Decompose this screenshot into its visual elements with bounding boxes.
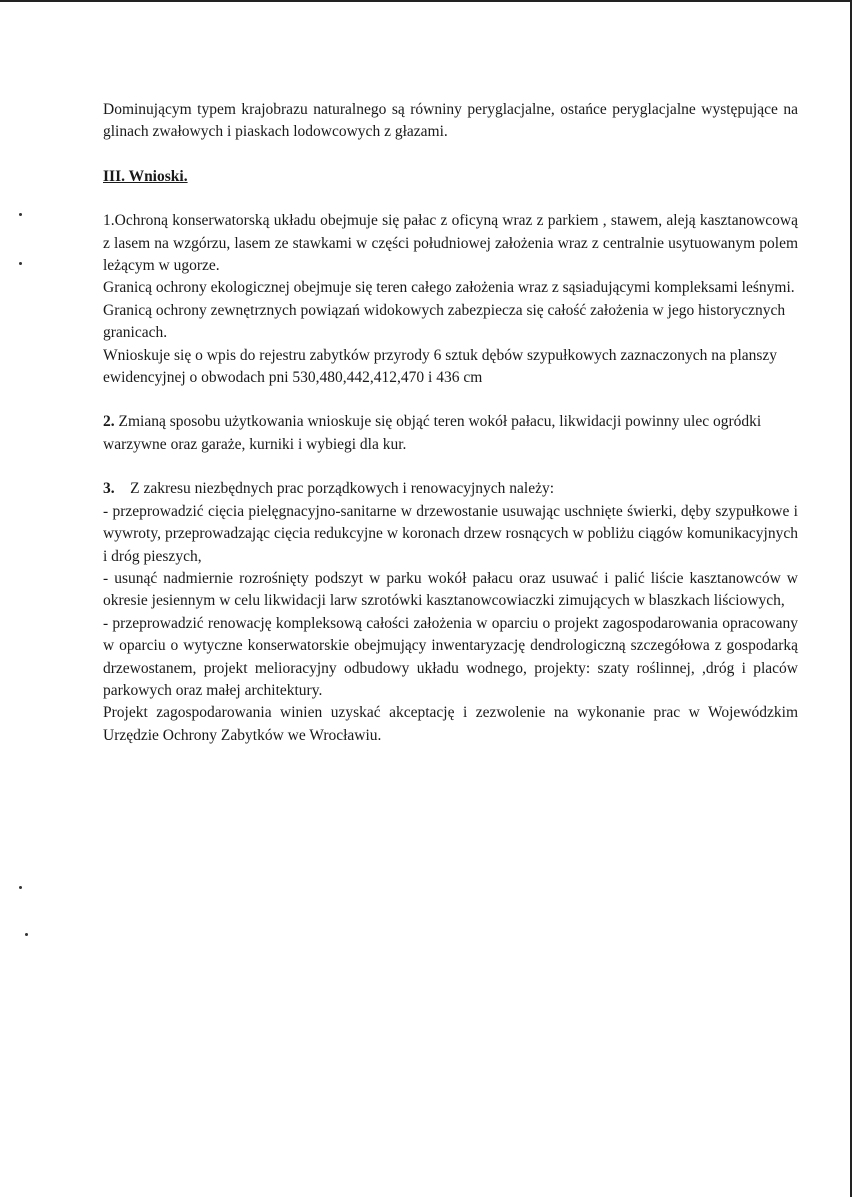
s1-text: Ochroną konserwatorską układu obejmuje się pałac z oficyną wraz z parkiem , stawem, aleją kasztanowcową z lasem na wzgórzu, lasem ze stawkami w części południowej założenia wraz z centralnie usytuowanym polem leżącym w ugorze.	[103, 212, 798, 275]
s3-bullet-2: - usunąć nadmiernie rozrośnięty podszyt w parku wokół pałacu oraz usuwać i palić liście kasztanowców w okresie jesiennym w celu likwidacji larw szrotówki kasztanowcowiaczki zimujących w blaszkach liściowych,	[103, 569, 798, 610]
s2-text: Zmianą sposobu użytkowania wnioskuje się objąć teren wokół pałacu, likwidacji powinny ulec ogródki warzywne oraz garaże, kurniki i wybiegi dla kur.	[103, 413, 762, 453]
section-heading: III. Wnioski.	[103, 167, 188, 185]
s1-paragraph	[103, 210, 798, 277]
s1-eco-boundary: Granicą ochrony ekologicznej obejmuje się teren całego założenia wraz z sąsiadującymi kompleksami leśnymi.	[103, 279, 795, 297]
s3-bullet-3: - przeprowadzić renowację kompleksową całości założenia w oparciu o projekt zagospodarowania opracowany w oparciu o wytyczne konserwatorskie obejmujący inwentaryzację dendrologiczną szczegółowa z gospodarką drzewostanem, projekt melioracyjny odbudowy układu wodnego, projekty: szaty roślinnej, ,dróg i placów parkowych oraz małej architektury.	[103, 614, 798, 699]
s3-number: 3.	[103, 480, 115, 498]
scan-speck	[19, 886, 22, 889]
s1-register-request: Wnioskuje się o wpis do rejestru zabytków przyrody 6 sztuk dębów szypułkowych zaznaczonych na planszy ewidencyjnej o obwodach pni 530,480,442,412,470 i 436 cm	[103, 346, 778, 387]
scan-speck	[19, 262, 22, 265]
s3-closing: Projekt zagospodarowania winien uzyskać akceptację i zezwolenie na wykonanie prac w Wojewódzkim Urzędzie Ochrony Zabytków we Wrocławiu.	[103, 704, 798, 744]
scan-speck	[19, 213, 22, 216]
intro-paragraph: Dominującym typem krajobrazu naturalnego są równiny peryglacjalne, ostańce peryglacjalne występujące na glinach zwałowych i piaskach lodowcowych z głazami.	[103, 101, 798, 141]
document-body	[103, 99, 798, 747]
s2-paragraph	[103, 411, 798, 456]
s3-intro-text: Z zakresu niezbędnych prac porządkowych i renowacyjnych należy:	[130, 480, 555, 498]
s2-number: 2.	[103, 413, 115, 431]
scan-speck	[25, 933, 28, 936]
s1-number: 1.	[103, 212, 115, 230]
s3-bullet-1: - przeprowadzić cięcia pielęgnacyjno-sanitarne w drzewostanie usuwając uschnięte świerki, dęby szypułkowe i wywroty, przeprowadzając cięcia redukcyjne w koronach drzew rosnących w pobliżu ciągów komunikacyjnych i dróg pieszych,	[103, 502, 798, 565]
s1-view-boundary: Granicą ochrony zewnętrznych powiązań widokowych zabezpiecza się całość założenia w jego historycznych granicach.	[103, 301, 786, 342]
s3-intro	[103, 478, 798, 500]
